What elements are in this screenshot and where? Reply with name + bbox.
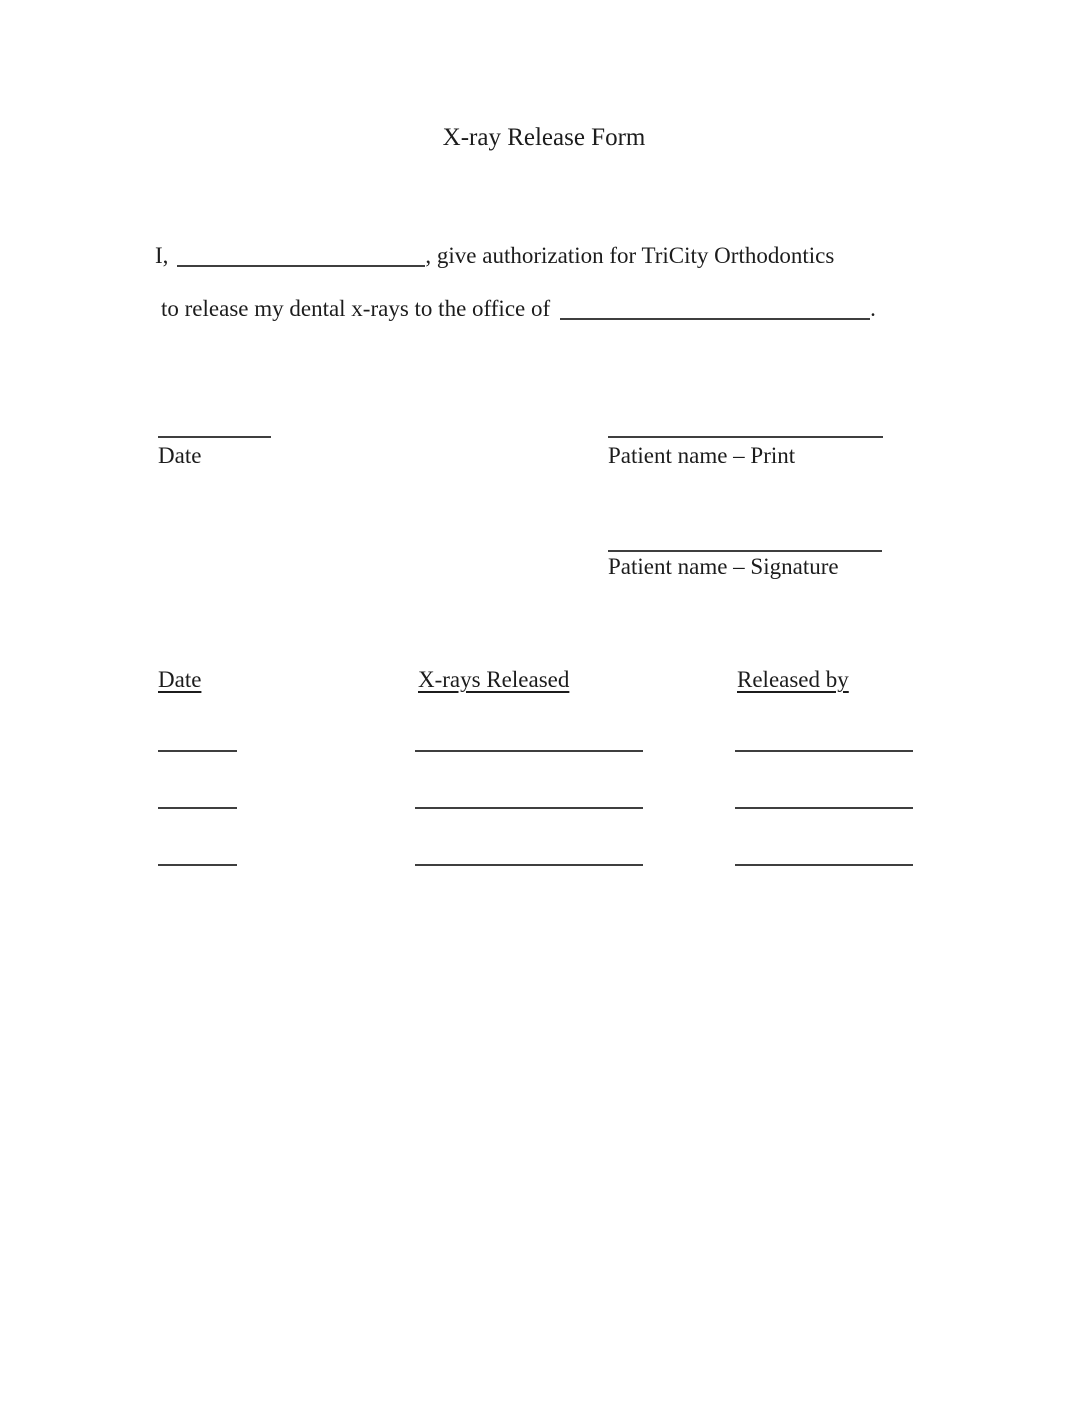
date-signature-line bbox=[158, 436, 271, 438]
log-header-xrays-released: X-rays Released bbox=[418, 667, 570, 692]
patient-name-print-label: Patient name – Print bbox=[608, 443, 796, 468]
log-row2-released-by-blank-line bbox=[735, 807, 913, 809]
office-name-fill-in-blank bbox=[560, 318, 870, 320]
line1-suffix-text: , give authorization for TriCity Orthodontics bbox=[425, 243, 835, 268]
form-title: X-ray Release Form bbox=[442, 124, 646, 151]
log-row1-date-blank-line bbox=[158, 750, 237, 752]
patient-name-signature-line bbox=[608, 550, 882, 552]
log-row2-date-blank-line bbox=[158, 807, 237, 809]
patient-name-fill-in-blank bbox=[177, 265, 425, 267]
authorization-sentence-line2 bbox=[161, 295, 876, 323]
line2-prefix-text: to release my dental x-rays to the office of bbox=[161, 296, 551, 321]
log-header-date: Date bbox=[158, 667, 202, 692]
authorization-sentence-line1 bbox=[155, 242, 834, 270]
log-row3-released-by-blank-line bbox=[735, 864, 913, 866]
line2-period-text: . bbox=[870, 296, 876, 321]
log-row3-xrays-blank-line bbox=[415, 864, 643, 866]
date-label: Date bbox=[158, 443, 202, 468]
log-header-released-by: Released by bbox=[737, 667, 849, 692]
patient-name-print-line bbox=[608, 436, 883, 438]
log-row2-xrays-blank-line bbox=[415, 807, 643, 809]
log-row1-released-by-blank-line bbox=[735, 750, 913, 752]
log-row3-date-blank-line bbox=[158, 864, 237, 866]
line1-prefix-text: I, bbox=[155, 243, 169, 268]
patient-name-signature-label: Patient name – Signature bbox=[608, 554, 839, 579]
log-row1-xrays-blank-line bbox=[415, 750, 643, 752]
